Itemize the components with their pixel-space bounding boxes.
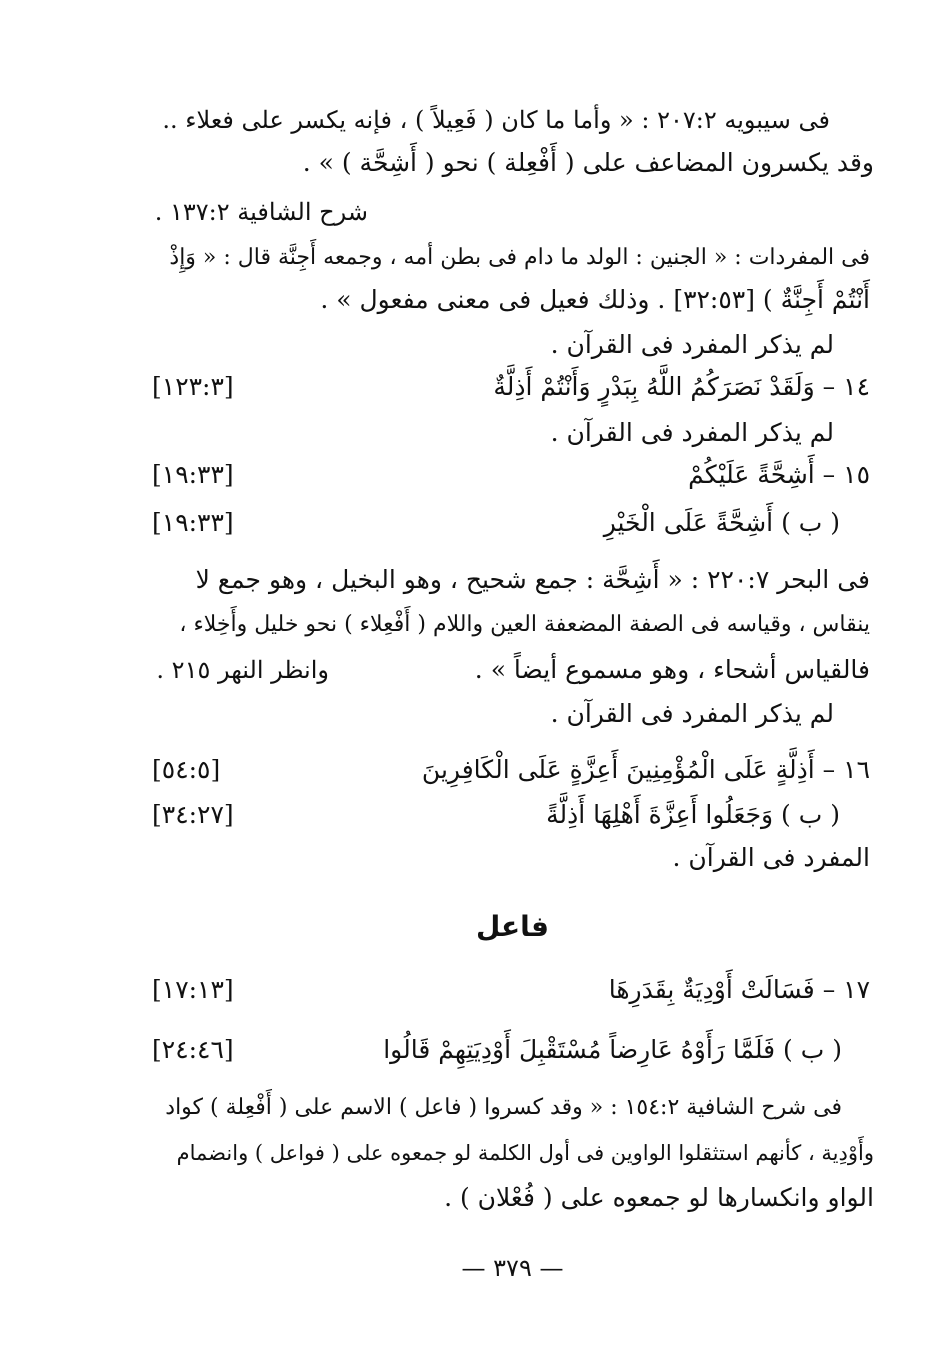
text-line: لم يذكر المفرد فى القرآن . — [550, 418, 834, 447]
text-line: فى المفردات : « الجنين : الولد ما دام فى بطن أمه ، وجمعه أَجِنَّة قال : « وَإِذْ — [169, 245, 870, 270]
text-line: ( ب ) فَلَمَّا رَأَوْهُ عَارِضاً مُسْتَقْبِلَ أَوْدِيَتِهِمْ قَالُوا — [383, 1035, 842, 1064]
text-line: فى شرح الشافية ١٥٤:٢ : « وقد كسروا ( فاعل ) الاسم على ( أَفْعِلة ) كواد — [165, 1095, 842, 1120]
text-line: ١٦ – أَذِلَّةٍ عَلَى الْمُؤْمِنِينَ أَعِزَّةٍ عَلَى الْكَافِرِينَ — [421, 755, 870, 784]
verse-reference: [٥٤:٥] — [152, 755, 221, 784]
verse-reference: [١٧:١٣] — [152, 975, 234, 1004]
text-line: وقد يكسرون المضاعف على ( أَفْعِلة ) نحو ( أَشِحَّة ) » . — [302, 148, 874, 177]
section-heading: فاعل — [476, 910, 549, 943]
text-line: أَنْتُمْ أَجِنَّةٌ ) [٣٢:٥٣] . وذلك فعيل فى معنى مفعول » . — [320, 285, 870, 314]
text-line: شرح الشافية ١٣٧:٢ . — [154, 198, 368, 226]
text-line: فى البحر ٢٢٠:٧ : « أَشِحَّة : جمع شحيح ، وهو البخيل ، وهو جمع لا — [195, 565, 870, 594]
text-line: وأَوْدِية ، كأنهم استثقلوا الواوين فى أول الكلمة لو جمعوه على ( فواعل ) وانضمام — [176, 1141, 874, 1165]
text-line: المفرد فى القرآن . — [672, 843, 870, 872]
verse-reference: [١٢٣:٣] — [152, 372, 234, 401]
text-line: ( ب ) أَشِحَّةً عَلَى الْخَيْرِ — [603, 508, 840, 537]
text-line: ١٤ – وَلَقَدْ نَصَرَكُمُ اللَّهُ بِبَدْرٍ وَأَنْتُمْ أَذِلَّةٌ — [493, 372, 870, 401]
text-line: الواو وانكسارها لو جمعوه على ( فُعْلان ) . — [444, 1183, 874, 1212]
verse-reference: [١٩:٣٣] — [152, 508, 234, 537]
text-line: ١٥ – أَشِحَّةً عَلَيْكُمْ — [688, 460, 870, 489]
text-line: فالقياس أشحاء ، وهو مسموع أيضاً » . — [474, 655, 870, 684]
text-line: ينقاس ، وقياسه فى الصفة المضعفة العين واللام ( أَفْعِلاء ) نحو خليل وأَخِلاء ، — [179, 612, 870, 637]
verse-reference: [٢٤:٤٦] — [152, 1035, 234, 1064]
text-line: لم يذكر المفرد فى القرآن . — [550, 699, 834, 728]
verse-reference: [٣٤:٢٧] — [152, 800, 234, 829]
text-line: وانظر النهر ٢١٥ . — [156, 656, 329, 684]
page-number: — ٣٧٩ — — [461, 1254, 564, 1282]
verse-reference: [١٩:٣٣] — [152, 460, 234, 489]
text-line: لم يذكر المفرد فى القرآن . — [550, 330, 834, 359]
text-line: فى سيبويه ٢٠٧:٢ : « وأما ما كان ( فَعِيلاً ) ، فإنه يكسر على فعلاء .. — [162, 106, 830, 134]
text-line: ( ب ) وَجَعَلُوا أَعِزَّةَ أَهْلِهَا أَذِلَّةً — [546, 800, 840, 829]
text-line: ١٧ – فَسَالَتْ أَوْدِيَةٌ بِقَدَرِهَا — [608, 975, 870, 1004]
